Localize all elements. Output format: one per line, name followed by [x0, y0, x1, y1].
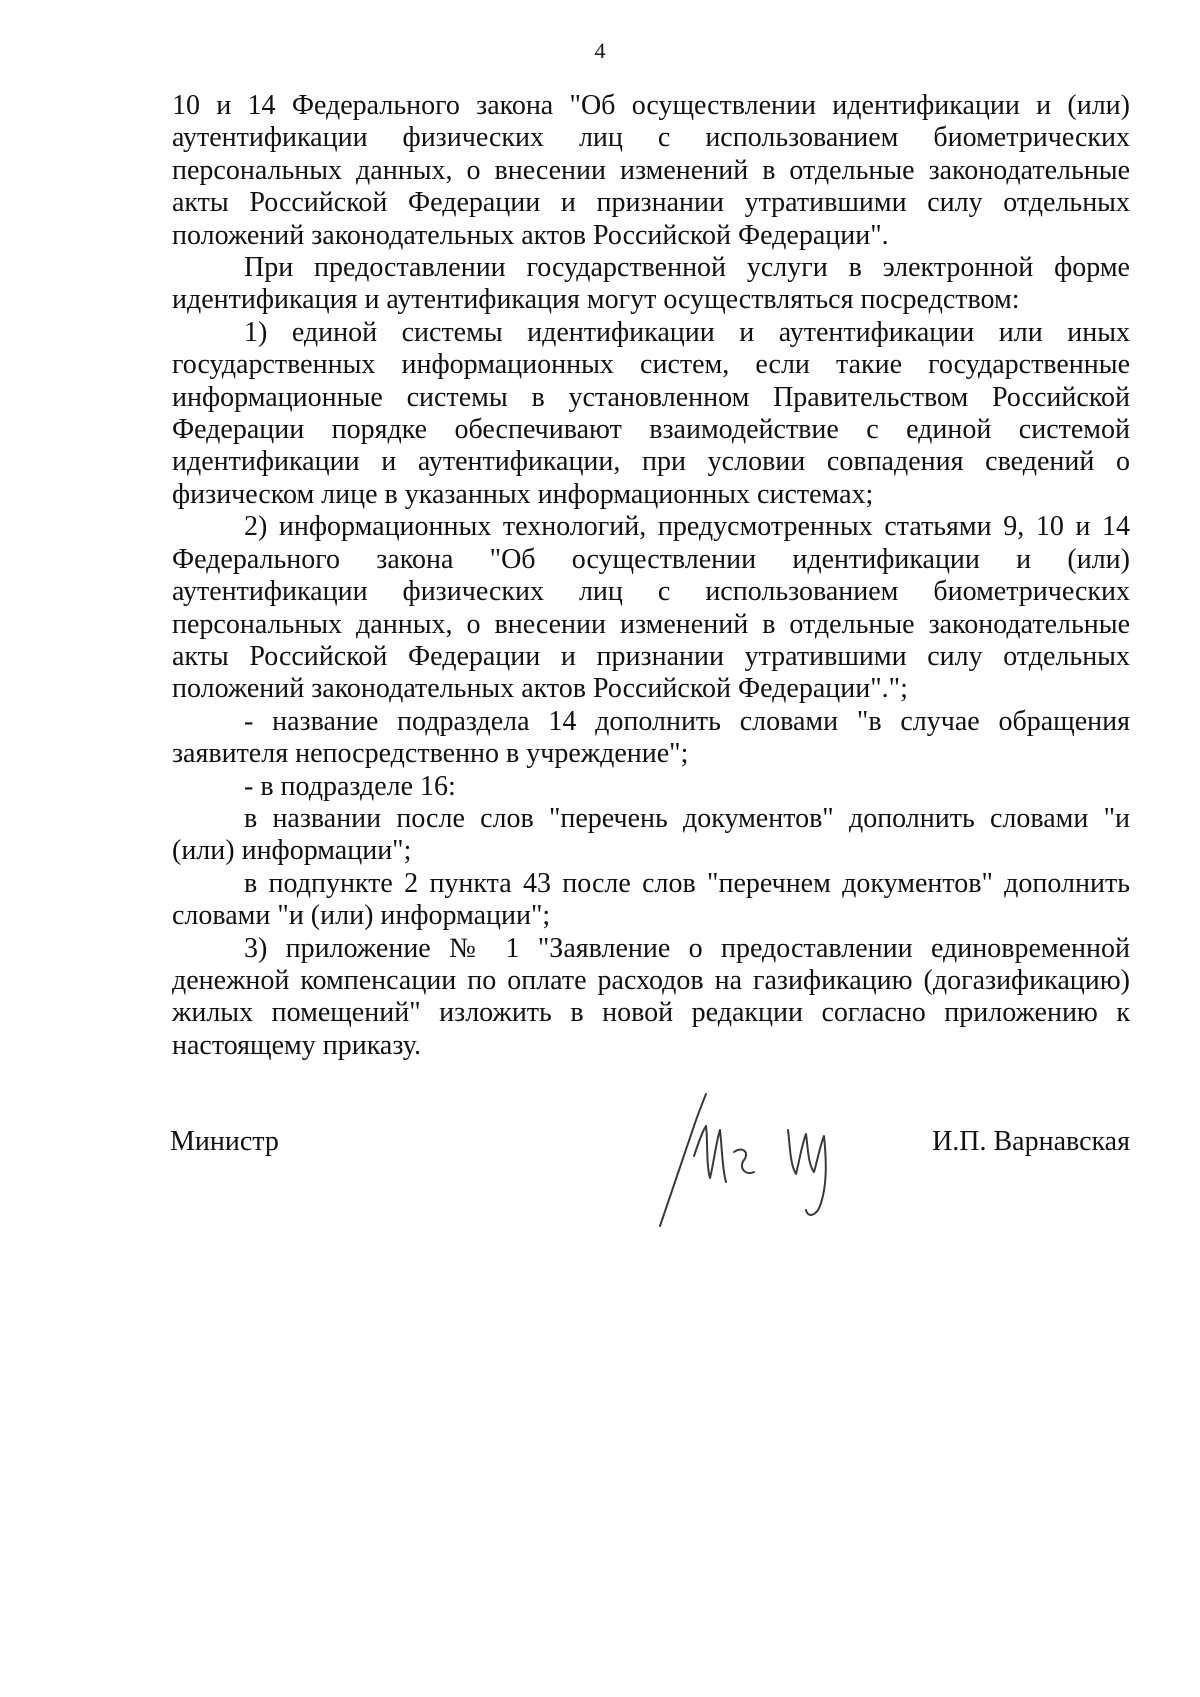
paragraph-item-1: 1) единой системы идентификации и аутентификации или иных государственных информационных систем, если такие государственные информационные системы в установленном Правительством Российской Федерации порядке обеспечивают взаимодействие с единой системой идентификации и аутентификации, при условии совпадения сведений о физическом лице в указанных информационных системах;: [172, 316, 1130, 510]
handwritten-signature: [650, 1086, 870, 1236]
paragraph-appendix-1: 3) приложение № 1 "Заявление о предоставлении единовременной денежной компенсации по оплате расходов на газификацию (догазификацию) жилых помещений" изложить в новой редакции согласно приложению к настоящему приказу.: [172, 932, 1130, 1061]
signatory-name: И.П. Варнавская: [932, 1126, 1130, 1157]
paragraph-title-amendment: в названии после слов "перечень документов" дополнить словами "и (или) информации";: [172, 802, 1130, 867]
paragraph-subsection-16: - в подразделе 16:: [244, 770, 456, 802]
signatory-position: Министр: [170, 1126, 279, 1157]
document-body: [172, 90, 1130, 1062]
paragraph-subsection-14: - название подраздела 14 дополнить словами "в случае обращения заявителя непосредственно в учреждение";: [172, 705, 1130, 770]
paragraph-item-2: 2) информационных технологий, предусмотренных статьями 9, 10 и 14 Федерального закона "Об осуществлении идентификации и (или) аутентификации физических лиц с использованием биометрических персональных данных, о внесении изменений в отдельные законодательные акты Российской Федерации и признании утратившими силу отдельных положений законодательных актов Российской Федерации".";: [172, 511, 1130, 705]
page-number: 4: [594, 38, 606, 63]
paragraph-point-43-amendment: в подпункте 2 пункта 43 после слов "перечнем документов" дополнить словами "и (или) информации";: [172, 867, 1130, 932]
paragraph-law-reference: 10 и 14 Федерального закона "Об осуществлении идентификации и (или) аутентификации физических лиц с использованием биометрических персональных данных, о внесении изменений в отдельные законодательные акты Российской Федерации и признании утратившими силу отдельных положений законодательных актов Российской Федерации".: [172, 90, 1130, 251]
signature-block: [170, 1086, 1130, 1236]
paragraph-electronic-form: При предоставлении государственной услуги в электронной форме идентификация и аутентификация могут осуществляться посредством:: [172, 252, 1130, 316]
